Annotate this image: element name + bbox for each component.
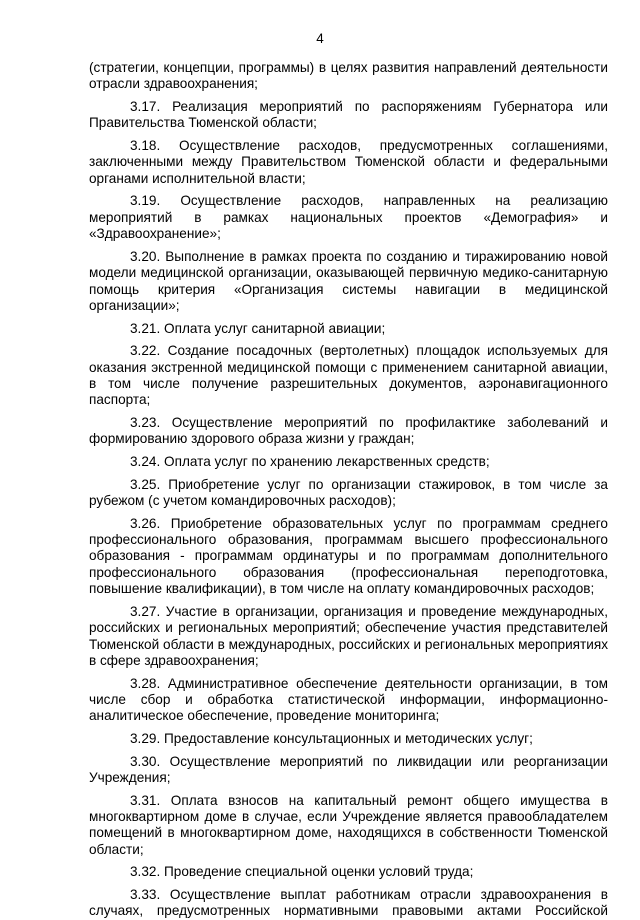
- paragraph: 3.23. Осуществление мероприятий по профилактике заболеваний и формированию здорового образа жизни у граждан;: [89, 415, 608, 447]
- paragraph: 3.30. Осуществление мероприятий по ликвидации или реорганизации Учреждения;: [89, 753, 608, 786]
- paragraph: 3.17. Реализация мероприятий по распоряжениям Губернатора или Правительства Тюменской области;: [89, 99, 608, 131]
- paragraph: 3.19. Осуществление расходов, направленных на реализацию мероприятий в рамках национальных проектов «Демография» и «Здравоохранение»;: [89, 193, 608, 242]
- paragraph: 3.26. Приобретение образовательных услуг по программам среднего профессионального образования, программам высшего профессионального образования - программам ординатуры и по программам дополнительного профессионального образования (профессиональная переподготовка, повышение квалификации), в том числе на оплату командировочных расходов;: [89, 515, 608, 597]
- paragraph: 3.33. Осуществление выплат работникам отрасли здравоохранения в случаях, предусмотренных нормативными правовыми актами Российской: [89, 887, 608, 919]
- paragraph: 3.20. Выполнение в рамках проекта по созданию и тиражированию новой модели медицинской организации, оказывающей первичную медико-санитарную помощь критерия «Организация системы навигации в медицинской организации»;: [89, 248, 608, 314]
- paragraph: 3.24. Оплата услуг по хранению лекарственных средств;: [130, 454, 490, 470]
- paragraph: 3.32. Проведение специальной оценки условий труда;: [130, 864, 474, 880]
- document-body: [89, 60, 608, 920]
- paragraph: 3.21. Оплата услуг санитарной авиации;: [130, 320, 386, 336]
- paragraph: 3.31. Оплата взносов на капитальный ремонт общего имущества в многоквартирном доме в случае, если Учреждение является правообладателем помещений в многоквартирном доме, находящихся в собственности Тюменской области;: [89, 792, 608, 857]
- paragraph: 3.18. Осуществление расходов, предусмотренных соглашениями, заключенными между Правительством Тюменской области и федеральными органами исполнительной власти;: [89, 138, 608, 186]
- paragraph: 3.27. Участие в организации, организация и проведение международных, российских и региональных мероприятий; обеспечение участия представителей Тюменской области в международных, российских и региональных мероприятиях в сфере здравоохранения;: [89, 603, 608, 669]
- paragraph: 3.29. Предоставление консультационных и методических услуг;: [130, 731, 533, 747]
- paragraph: (стратегии, концепции, программы) в целях развития направлений деятельности отрасли здравоохранения;: [89, 60, 608, 92]
- paragraph: 3.25. Приобретение услуг по организации стажировок, в том числе за рубежом (с учетом командировочных расходов);: [89, 476, 608, 509]
- page-number: 4: [316, 31, 324, 46]
- paragraph: 3.22. Создание посадочных (вертолетных) площадок используемых для оказания экстренной медицинской помощи с применением санитарной авиации, в том числе получение разрешительных документов, аэронавигационного паспорта;: [89, 343, 608, 408]
- paragraph: 3.28. Административное обеспечение деятельности организации, в том числе сбор и обработка статистической информации, информационно-аналитическое обеспечение, проведение мониторинга;: [89, 675, 608, 724]
